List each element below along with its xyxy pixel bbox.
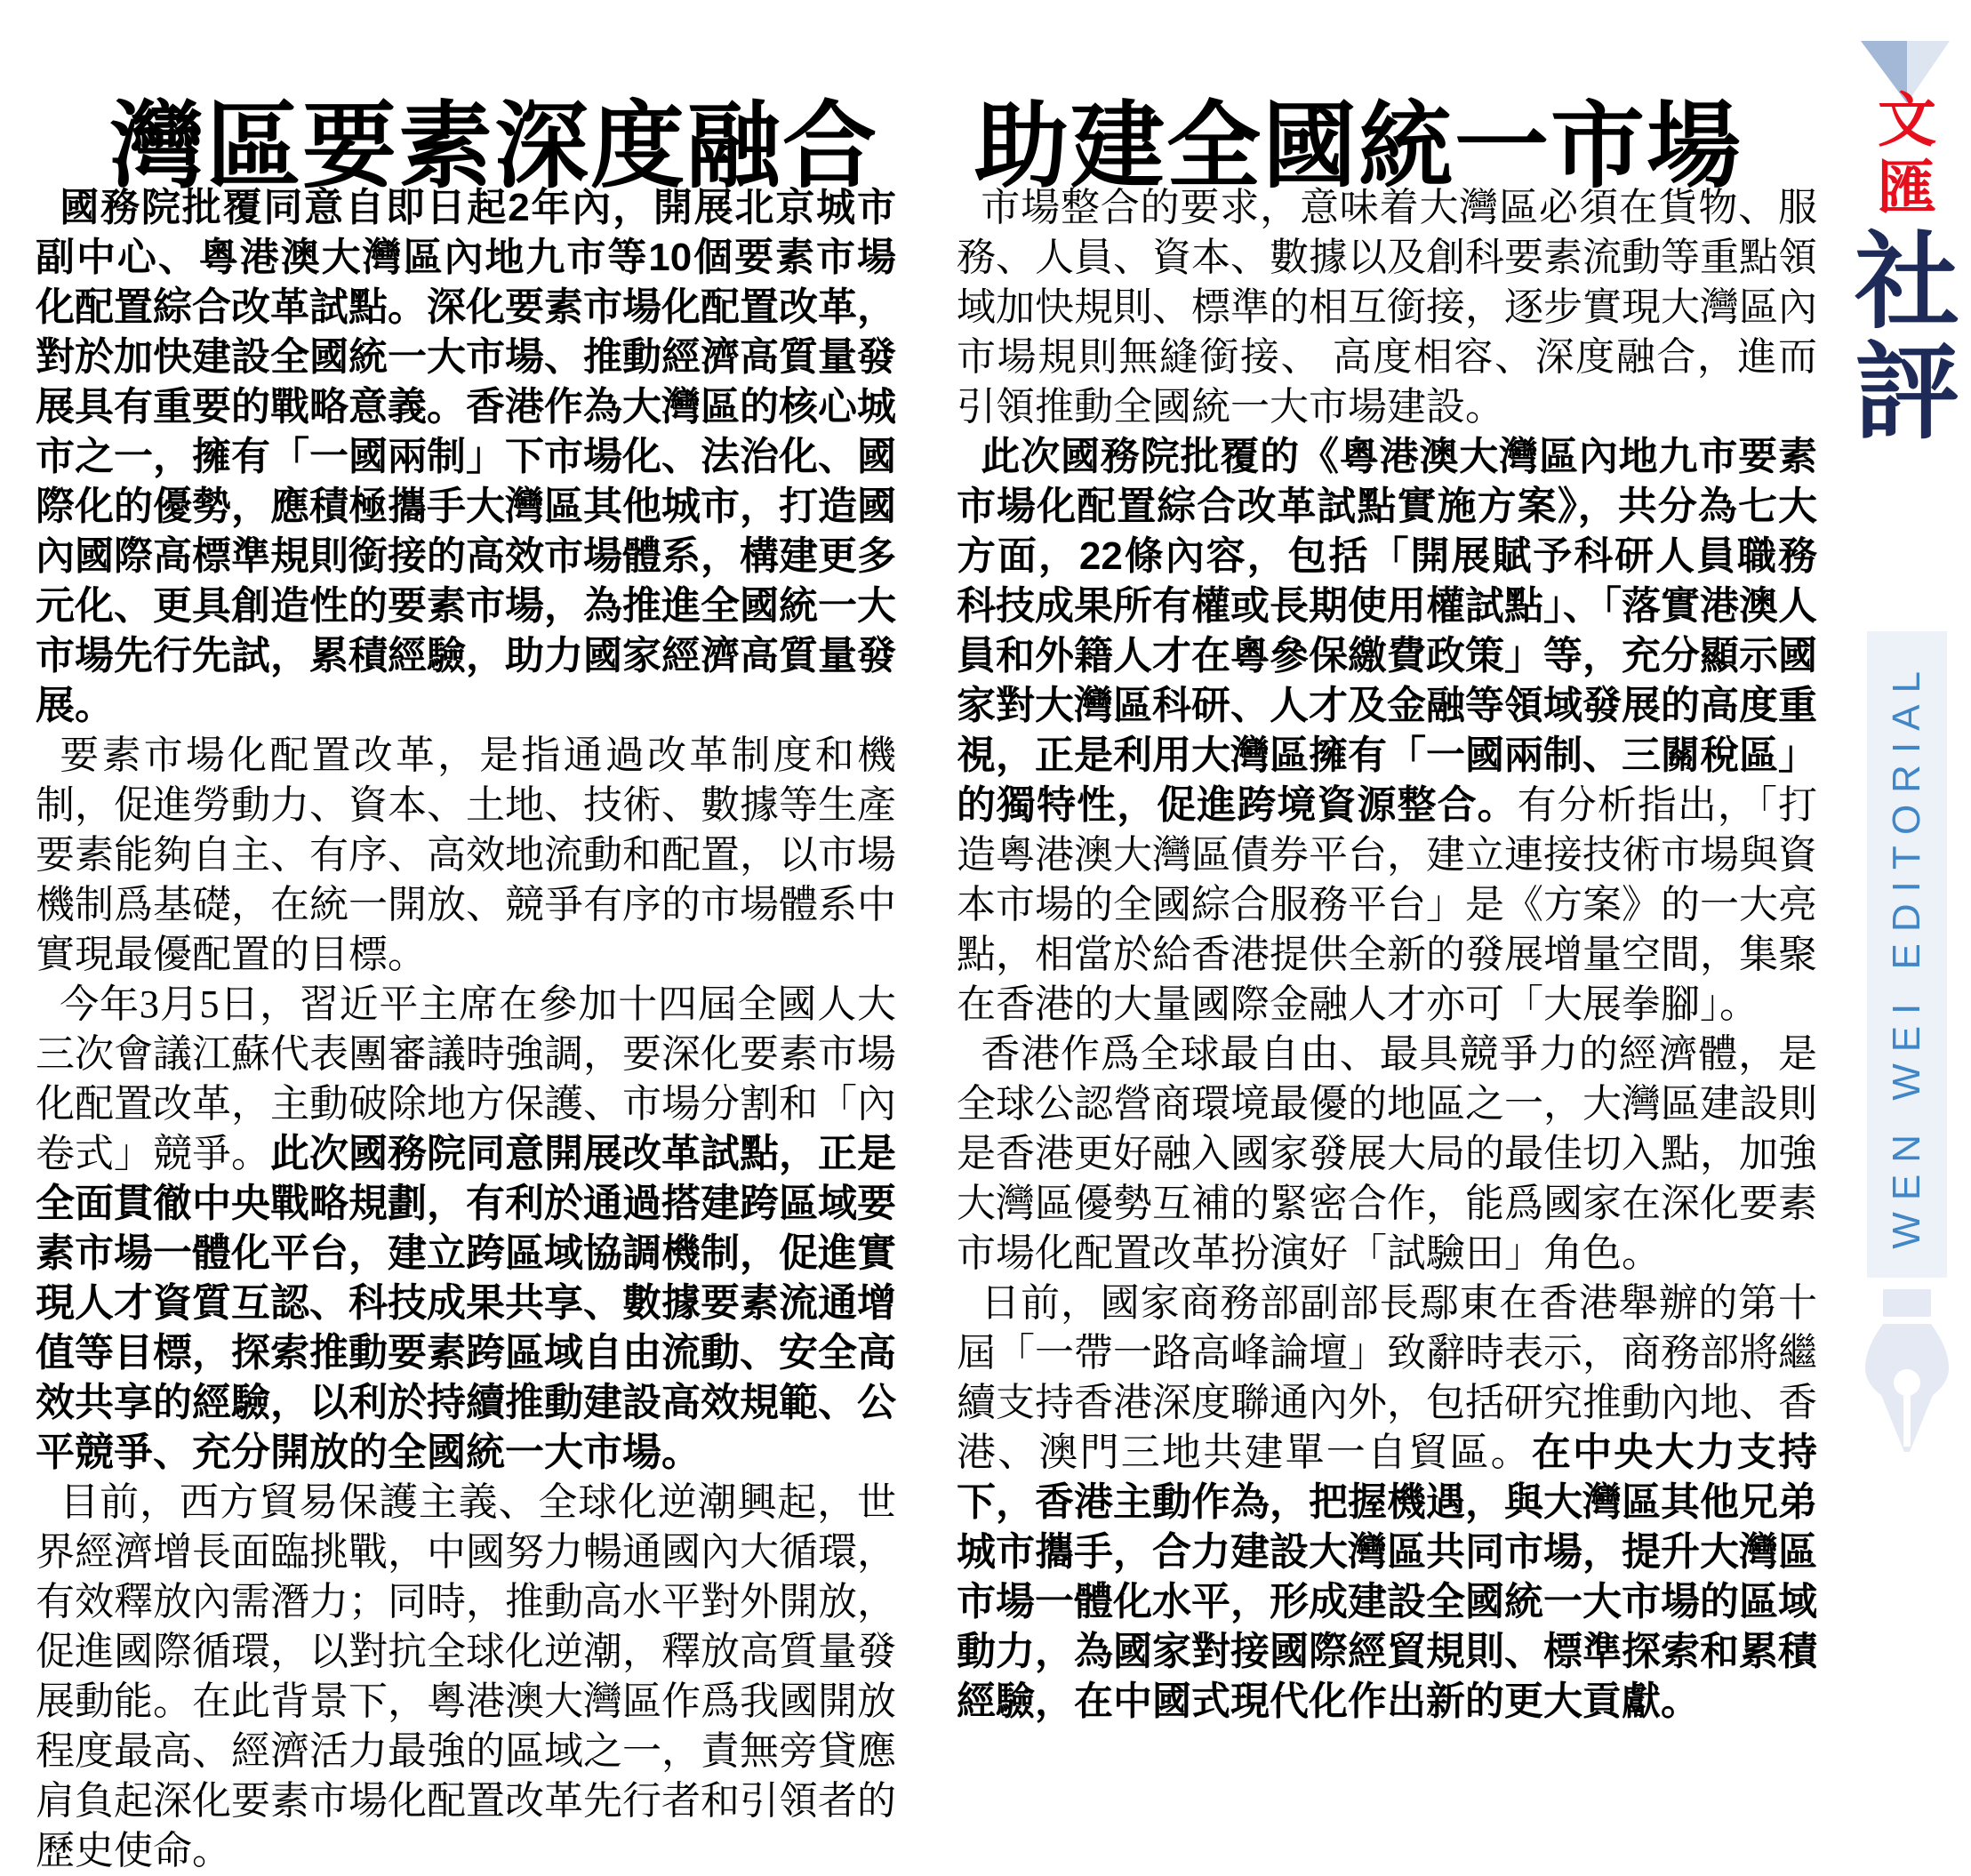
editorial-strip-label: WEN WEI EDITORIAL	[1885, 660, 1928, 1249]
text-segment-kai: 有分析指出，「打造粵港澳大灣區債券平台，建立連接技術市場與資本市場的全國綜合服務平台」是《方案》的一大亮點，相當於給香港提供全新的發展增量空間，集聚在香港的大量國際金融人才亦可「大展拳腳」。	[957, 783, 1818, 1026]
text-segment-hei: 國務院批覆同意自即日起2年內，開展北京城市副中心、粵港澳大灣區內地九市等10個要素市場化配置綜合改革試點。深化要素市場化配置改革，對於加快建設全國統一大市場、推動經濟高質量發展具有重要的戰略意義。香港作為大灣區的核心城市之一，擁有「一國兩制」下市場化、法治化、國際化的優勢，應積極攜手大灣區其他城市，打造國內國際高標準規則銜接的高效市場體系，構建更多元化、更具創造性的要素市場，為推進全國統一大市場先行先試，累積經驗，助力國家經濟高質量發展。	[36, 186, 896, 727]
editorial-strip	[1867, 631, 1947, 1278]
article-paragraph	[957, 183, 1817, 432]
text-segment-kai: 香港作爲全球最自由、最具競爭力的經濟體，是全球公認營商環境最優的地區之一，大灣區建設則是香港更好融入國家發展大局的最佳切入點，加強大灣區優勢互補的緊密合作，能爲國家在深化要素市場化配置改革扮演好「試驗田」角色。	[957, 1032, 1817, 1275]
article-paragraph	[36, 980, 896, 1478]
article-paragraph	[957, 1279, 1817, 1727]
text-segment-kai: 要素市場化配置改革，是指通過改革制度和機制，促進勞動力、資本、土地、技術、數據等生產要素能夠自主、有序、高效地流動和配置，以市場機制爲基礎，在統一開放、競爭有序的市場體系中實現最優配置的目標。	[36, 734, 896, 976]
article-paragraph	[957, 432, 1817, 1030]
masthead-char-wen: 文	[1878, 89, 1936, 154]
text-segment-kai: 日前，國家商務部副部長鄢東在香港舉辦的第十屆「一帶一路高峰論壇」致辭時表示，商務部將繼續支持香港深度聯通內外，包括研究推動內地、香港、澳門三地共建單一自貿區。	[957, 1281, 1817, 1474]
text-segment-kai: 目前，西方貿易保護主義、全球化逆潮興起，世界經濟增長面臨挑戰，中國努力暢通國內大循環，有效釋放內需潛力；同時，推動高水平對外開放，促進國際循環，以對抗全球化逆潮，釋放高質量發展動能。在此背景下，粵港澳大灣區作爲我國開放程度最高、經濟活力最強的區域之一，責無旁貸應肩負起深化要素市場化配置改革先行者和引領者的歷史使命。	[36, 1480, 896, 1872]
article-paragraph	[36, 183, 896, 731]
pen-nib-icon	[1863, 1289, 1951, 1458]
text-segment-kai: 今年3月5日，習近平主席在參加十四屆全國人大三次會議江蘇代表團審議時強調，要深化要素市場化配置改革，主動破除地方保護、市場分割和「內卷式」競爭。	[36, 982, 896, 1175]
text-segment-hei: 在中央大力支持下，香港主動作為，把握機遇，與大灣區其他兄弟城市攜手，合力建設大灣區共同市場，提升大灣區市場一體化水平，形成建設全國統一大市場的區域動力，為國家對接國際經貿規則、標準探索和累積經驗，在中國式現代化作出新的更大貢獻。	[957, 1431, 1818, 1723]
masthead-char-ping: 評	[1855, 335, 1960, 452]
text-segment-kai: 市場整合的要求，意味着大灣區必須在貨物、服務、人員、資本、數據以及創科要素流動等重點領域加快規則、標準的相互銜接，逐步實現大灣區內市場規則無縫銜接、 高度相容、深度融合，進而引領推動全國統一大市場建設。	[957, 186, 1817, 429]
article-column-right	[957, 183, 1817, 1876]
page-title: 灣區要素深度融合 助建全國統一市場	[110, 95, 1743, 200]
editorial-sidebar	[1855, 0, 1960, 1765]
masthead-char-wei: 匯	[1878, 156, 1936, 221]
article-column-left	[36, 183, 896, 1876]
article-paragraph	[36, 1478, 896, 1876]
masthead-char-she: 社	[1855, 225, 1960, 341]
masthead-wenwei	[1867, 89, 1947, 221]
text-segment-hei: 此次國務院同意開展改革試點，正是全面貫徹中央戰略規劃，有利於通過搭建跨區域要素市場一體化平台，建立跨區域協調機制，促進實現人才資質互認、科技成果共享、數據要素流通增值等目標，探索推動要素跨區域自由流動、安全高效共享的經驗，以利於持續推動建設高效規範、公平競爭、充分開放的全國統一大市場。	[36, 1132, 896, 1474]
masthead-editorial-cn	[1855, 225, 1960, 452]
article-body	[36, 183, 1817, 1876]
text-segment-hei: 此次國務院批覆的《粵港澳大灣區內地九市要素市場化配置綜合改革試點實施方案》，共分為七大方面，22條內容，包括「開展賦予科研人員職務科技成果所有權或長期使用權試點」、「落實港澳人員和外籍人才在粵參保繳費政策」等，充分顯示國家對大灣區科研、人才及金融等領域發展的高度重視，正是利用大灣區擁有「一國兩制、三關稅區」的獨特性，促進跨境資源整合。	[957, 435, 1817, 827]
article-paragraph	[957, 1030, 1817, 1279]
article-paragraph	[36, 731, 896, 980]
